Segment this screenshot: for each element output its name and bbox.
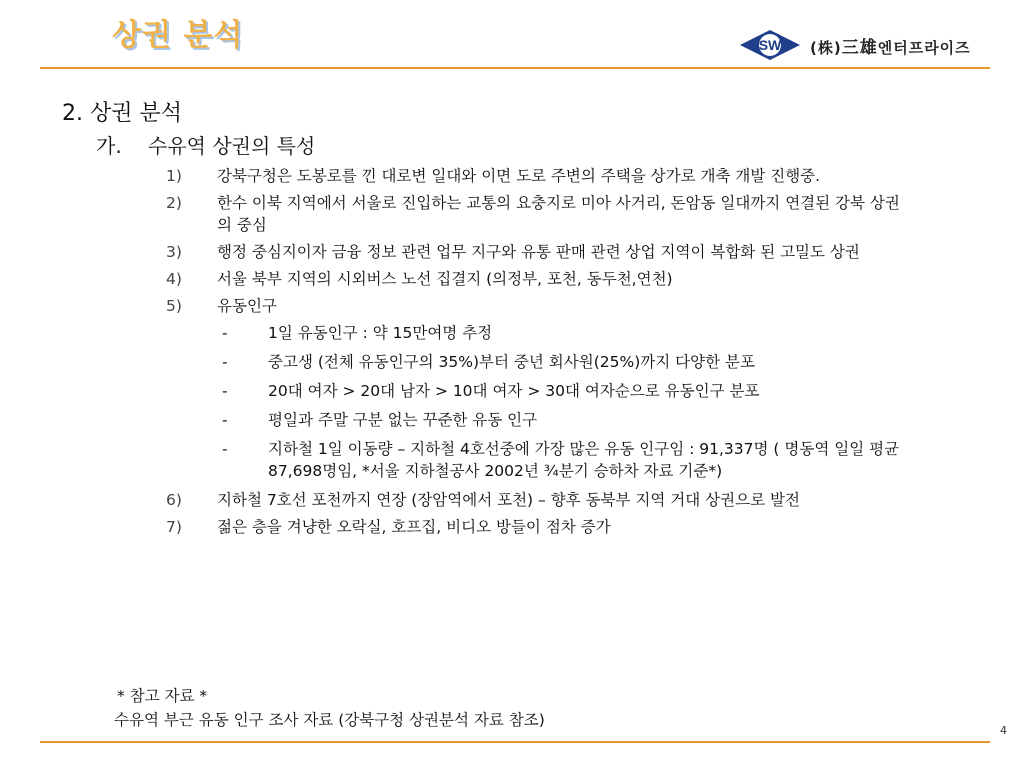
list-item-text: 유동인구 bbox=[217, 297, 277, 315]
sub-list-dash: - bbox=[222, 324, 228, 342]
sub-list-text: 20대 여자 > 20대 남자 > 10대 여자 > 30대 여자순으로 유동인구 분포 bbox=[268, 382, 760, 400]
list-item bbox=[0, 241, 1024, 263]
sub-list-dash: - bbox=[222, 353, 228, 371]
list-item-number: 2) bbox=[166, 194, 182, 212]
page-number: 4 bbox=[1000, 724, 1007, 737]
subsection-marker: 가. bbox=[96, 134, 122, 158]
list-item-number: 3) bbox=[166, 243, 182, 261]
list-item-number: 5) bbox=[166, 297, 182, 315]
sub-list-item bbox=[0, 322, 1024, 344]
list-item-text: 행정 중심지이자 금융 정보 관련 업무 지구와 유통 판매 관련 상업 지역이 복합화 된 고밀도 상권 bbox=[217, 243, 860, 261]
sub-list-text: 지하철 1일 이동량 – 지하철 4호선중에 가장 많은 유동 인구임 : 91,337명 ( 명동역 일일 평균 87,698명임, *서울 지하철공사 2002년 ¾분기 승하차 자료 기준*) bbox=[268, 440, 900, 480]
list-item-number: 1) bbox=[166, 167, 182, 185]
sub-list-text: 1일 유동인구 : 약 15만여명 추정 bbox=[268, 324, 493, 342]
section-heading: 2. 상권 분석 bbox=[62, 101, 182, 126]
sub-list-item bbox=[0, 409, 1024, 431]
list-item bbox=[0, 192, 1024, 236]
list-item bbox=[0, 516, 1024, 538]
reference-label: * 참고 자료 * bbox=[117, 687, 208, 705]
list-item-text: 지하철 7호선 포천까지 연장 (장암역에서 포천) – 향후 동북부 지역 거대 상권으로 발전 bbox=[217, 491, 800, 509]
list-item bbox=[0, 268, 1024, 290]
sub-list-dash: - bbox=[222, 382, 228, 400]
sub-list-text: 평일과 주말 구분 없는 꾸준한 유동 인구 bbox=[268, 411, 538, 429]
list-item-number: 6) bbox=[166, 491, 182, 509]
list-item bbox=[0, 295, 1024, 317]
list-item-text: 한수 이북 지역에서 서울로 진입하는 교통의 요충지로 미아 사거리, 돈암동 일대까지 연결된 강북 상권의 중심 bbox=[217, 194, 900, 234]
sub-list-item bbox=[0, 380, 1024, 402]
company-logo bbox=[738, 28, 988, 62]
page-title: 상권 분석 bbox=[112, 18, 244, 53]
footer-divider bbox=[40, 741, 990, 743]
list-item bbox=[0, 165, 1024, 187]
header-divider bbox=[40, 67, 990, 69]
sub-list-dash: - bbox=[222, 411, 228, 429]
company-name: (株)三雄엔터프라이즈 bbox=[810, 37, 971, 58]
svg-text:SW: SW bbox=[758, 37, 782, 53]
list-item-text: 젊은 층을 겨냥한 오락실, 호프집, 비디오 방들이 점차 증가 bbox=[217, 518, 611, 536]
list-item-text: 강북구청은 도봉로를 낀 대로변 일대와 이면 도로 주변의 주택을 상가로 개축 개발 진행중. bbox=[217, 167, 821, 185]
list-item bbox=[0, 489, 1024, 511]
list-item-number: 4) bbox=[166, 270, 182, 288]
reference-note bbox=[114, 684, 545, 732]
list-item-text: 서울 북부 지역의 시외버스 노선 집결지 (의정부, 포천, 동두천,연천) bbox=[217, 270, 673, 288]
sw-logo-icon bbox=[738, 28, 802, 62]
sub-list-text: 중고생 (전체 유동인구의 35%)부터 중년 회사원(25%)까지 다양한 분포 bbox=[268, 353, 755, 371]
list-item-number: 7) bbox=[166, 518, 182, 536]
sub-list-item bbox=[0, 351, 1024, 373]
subsection-heading bbox=[96, 130, 315, 159]
sub-list-item bbox=[0, 438, 1024, 482]
subsection-title: 수유역 상권의 특성 bbox=[148, 134, 316, 158]
reference-text: 수유역 부근 유동 인구 조사 자료 (강북구청 상권분석 자료 참조) bbox=[114, 711, 545, 729]
sub-list-dash: - bbox=[222, 440, 228, 458]
feature-list bbox=[0, 165, 1024, 543]
